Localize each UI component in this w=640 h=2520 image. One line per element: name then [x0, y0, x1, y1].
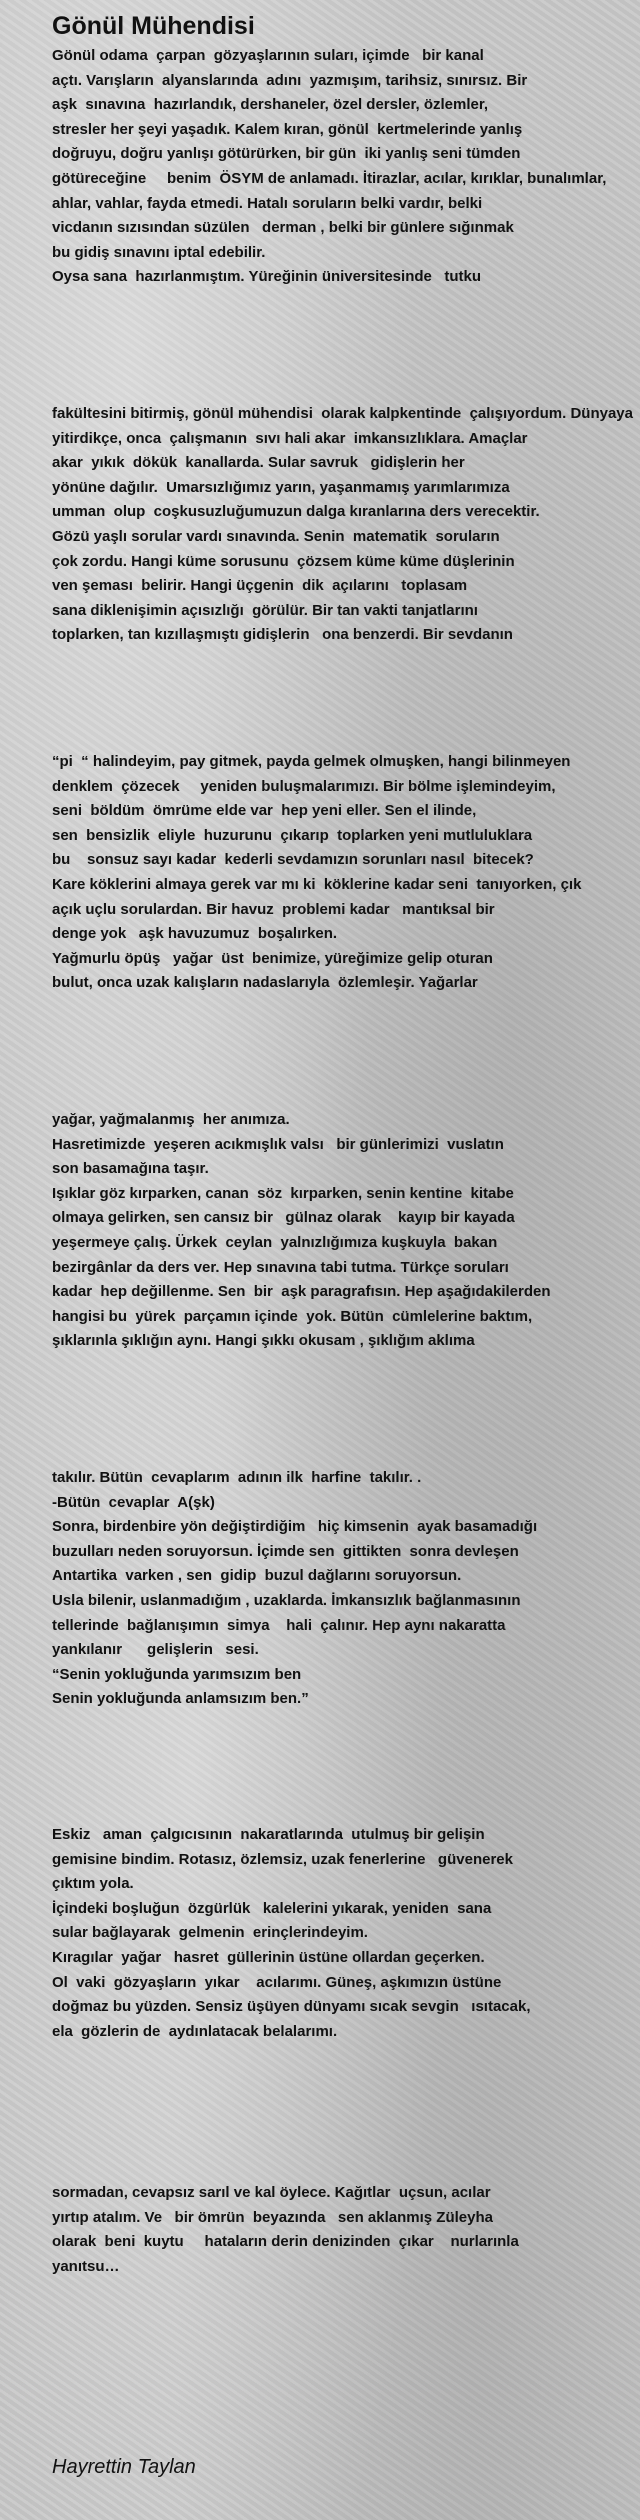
poem-line: buzulları neden soruyorsun. İçimde sen gittikten sonra devleşen: [52, 1542, 519, 1560]
poem-line: “pi “ halindeyim, pay gitmek, payda gelmek olmuşken, hangi bilinmeyen: [52, 753, 571, 770]
poem-line: toplarken, tan kızıllaşmıştı gidişlerin ona benzerdi. Bir sevdanın: [52, 626, 513, 644]
poem-line: çıktım yola.: [52, 1875, 134, 1893]
poem-line: tellerinde bağlanışımın simya hali çalınır. Hep aynı nakaratta: [52, 1616, 506, 1634]
poem-line: İçindeki boşluğun özgürlük kalelerini yıkarak, yeniden sana: [52, 1899, 492, 1917]
poem-line: Işıklar göz kırparken, canan söz kırparken, senin kentine kitabe: [52, 1184, 514, 1202]
poem-line: Usla bilenir, uslanmadığım , uzaklarda. İmkansızlık bağlanmasının: [52, 1591, 521, 1609]
poem-line: Eskiz aman çalgıcısının nakaratlarında utulmuş bir gelişin: [52, 1826, 485, 1843]
poem-line: denge yok aşk havuzumuz boşalırken.: [52, 925, 338, 943]
author-signature: Hayrettin Taylan: [52, 2456, 196, 2478]
poem-line: olmaya gelirken, sen cansız bir gülnaz olarak kayıp bir kayada: [52, 1209, 515, 1227]
stanza-2: [52, 402, 638, 648]
poem-line: son basamağına taşır.: [52, 1160, 209, 1178]
poem-line: Senin yokluğunda anlamsızım ben.”: [52, 1690, 309, 1708]
poem-line: Gözü yaşlı sorular vardı sınavında. Senin matematik soruların: [52, 527, 500, 545]
poem-line: bulut, onca uzak kalışların nadaslarıyla özlemleşir. Yağarlar: [52, 974, 478, 992]
stanza-7: [52, 2181, 638, 2279]
poem-line: ahlar, vahlar, fayda etmedi. Hatalı soruların belki vardır, belki: [52, 194, 483, 212]
stanza-1: [52, 44, 638, 290]
poem-line: açık uçlu sorulardan. Bir havuz problemi kadar mantıksal bir: [52, 900, 495, 918]
poem-line: doğruyu, doğru yanlışı götürürken, bir gün iki yanlış seni tümden: [52, 145, 521, 163]
poem-line: Oysa sana hazırlanmıştım. Yüreğinin üniversitesinde tutku: [52, 268, 482, 286]
poem-line: Antartika varken , sen gidip buzul dağlarını soruyorsun.: [52, 1567, 462, 1585]
poem-line: kadar hep değillenme. Sen bir aşk paragrafısın. Hep aşağıdakilerden: [52, 1283, 551, 1301]
poem-line: açtı. Varışların alyanslarında adını yazmışım, tarihsiz, sınırsız. Bir: [52, 71, 528, 89]
poem-line: akar yıkık dökük kanallarda. Sular savruk gidişlerin her: [52, 454, 465, 472]
poem-line: yırtıp atalım. Ve bir ömrün beyazında sen aklanmış Züleyha: [52, 2208, 493, 2226]
poem-line: yeşermeye çalış. Ürkek ceylan yalnızlığımıza kuşkuyla bakan: [52, 1233, 498, 1251]
poem-line: şıklarınla şıklığın aynı. Hangi şıkkı okusam , şıklığım aklıma: [52, 1332, 475, 1350]
poem-line: sular bağlayarak gelmenin erinçlerindeyim.: [52, 1924, 368, 1942]
stanza-6: [52, 1823, 638, 2044]
poem-line: Ol vaki gözyaşların yıkar acılarımı. Güneş, aşkımızın üstüne: [52, 1973, 502, 1991]
poem-line: sana diklenişimin açısızlığı görülür. Bir tan vakti tanjatlarını: [52, 601, 478, 619]
poem-line: bezirgânlar da ders ver. Hep sınavına tabi tutma. Türkçe soruları: [52, 1258, 509, 1276]
poem-line: Kare köklerini almaya gerek var mı ki köklerine kadar seni tanıyorken, çık: [52, 875, 582, 893]
poem-line: sormadan, cevapsız sarıl ve kal öylece. Kağıtlar uçsun, acılar: [52, 2184, 491, 2201]
poem-title: Gönül Mühendisi: [52, 12, 255, 40]
poem-line: ela gözlerin de aydınlatacak belalarımı.: [52, 2022, 338, 2040]
poem-line: Yağmurlu öpüş yağar üst benimize, yüreğimize gelip oturan: [52, 949, 493, 967]
poem-line: takılır. Bütün cevaplarım adının ilk harfine takılır. .: [52, 1469, 422, 1486]
poem-line: yağar, yağmalanmış her anımıza.: [52, 1111, 290, 1128]
poem-line: yönüne dağılır. Umarsızlığımız yarın, yaşanmamış yarımlarımıza: [52, 478, 510, 496]
poem-line: doğmaz bu yüzden. Sensiz üşüyen dünyamı sıcak sevgin ısıtacak,: [52, 1998, 531, 2016]
poem-line: stresler her şeyi yaşadık. Kalem kıran, gönül kertmelerinde yanlış: [52, 120, 523, 138]
poem-line: götüreceğine benim ÖSYM de anlamadı. İtirazlar, acılar, kırıklar, bunalımlar,: [52, 169, 607, 187]
poem-line: seni böldüm ömrüme elde var hep yeni eller. Sen el ilinde,: [52, 802, 477, 820]
poem-line: “Senin yokluğunda yarımsızım ben: [52, 1665, 302, 1683]
stanza-3: [52, 750, 638, 996]
poem-line: -Bütün cevaplar A(şk): [52, 1493, 215, 1511]
poem-line: Hasretimizde yeşeren acıkmışlık valsı bir günlerimizi vuslatın: [52, 1135, 504, 1153]
poem-line: aşk sınavına hazırlandık, dershaneler, özel dersler, özlemler,: [52, 96, 489, 114]
poem-line: Sonra, birdenbire yön değiştirdiğim hiç kimsenin ayak basamadığı: [52, 1518, 538, 1536]
poem-line: ven şeması belirir. Hangi üçgenin dik açılarını toplasam: [52, 577, 468, 595]
poem-line: vicdanın sızısından süzülen derman , belki bir günlere sığınmak: [52, 219, 514, 237]
poem-line: Gönül odama çarpan gözyaşlarının suları, içimde bir kanal: [52, 47, 484, 64]
poem-line: fakültesini bitirmiş, gönül mühendisi olarak kalpkentinde çalışıyordum. Dünyaya: [52, 405, 633, 422]
stanza-4: [52, 1108, 638, 1354]
poem-line: sen bensizlik eliyle huzurunu çıkarıp toplarken yeni mutluluklara: [52, 826, 533, 844]
stanza-5: [52, 1466, 638, 1712]
poem-line: bu gidiş sınavını iptal edebilir.: [52, 243, 266, 261]
poem-line: yankılanır gelişlerin sesi.: [52, 1641, 259, 1659]
poem-line: bu sonsuz sayı kadar kederli sevdamızın sorunları nasıl bitecek?: [52, 851, 534, 869]
poem-line: olarak beni kuytu hataların derin denizinden çıkar nurlarınla: [52, 2233, 519, 2251]
poem-line: denklem çözecek yeniden buluşmalarımızı. Bir bölme işlemindeyim,: [52, 777, 556, 795]
poem-line: Kıragılar yağar hasret güllerinin üstüne ollardan geçerken.: [52, 1948, 485, 1966]
poem-line: umman olup coşkusuzluğumuzun dalga kıranlarına ders verecektir.: [52, 503, 540, 521]
poem-line: çok zordu. Hangi küme sorusunu çözsem küme küme düşlerinin: [52, 552, 515, 570]
poem-line: hangisi bu yürek parçamın içinde yok. Bütün cümlelerine baktım,: [52, 1307, 533, 1325]
poem-line: yanıtsu…: [52, 2257, 120, 2275]
poem-line: yitirdikçe, onca çalışmanın sıvı hali akar imkansızlıklara. Amaçlar: [52, 429, 528, 447]
poem-line: gemisine bindim. Rotasız, özlemsiz, uzak fenerlerine güvenerek: [52, 1850, 513, 1868]
